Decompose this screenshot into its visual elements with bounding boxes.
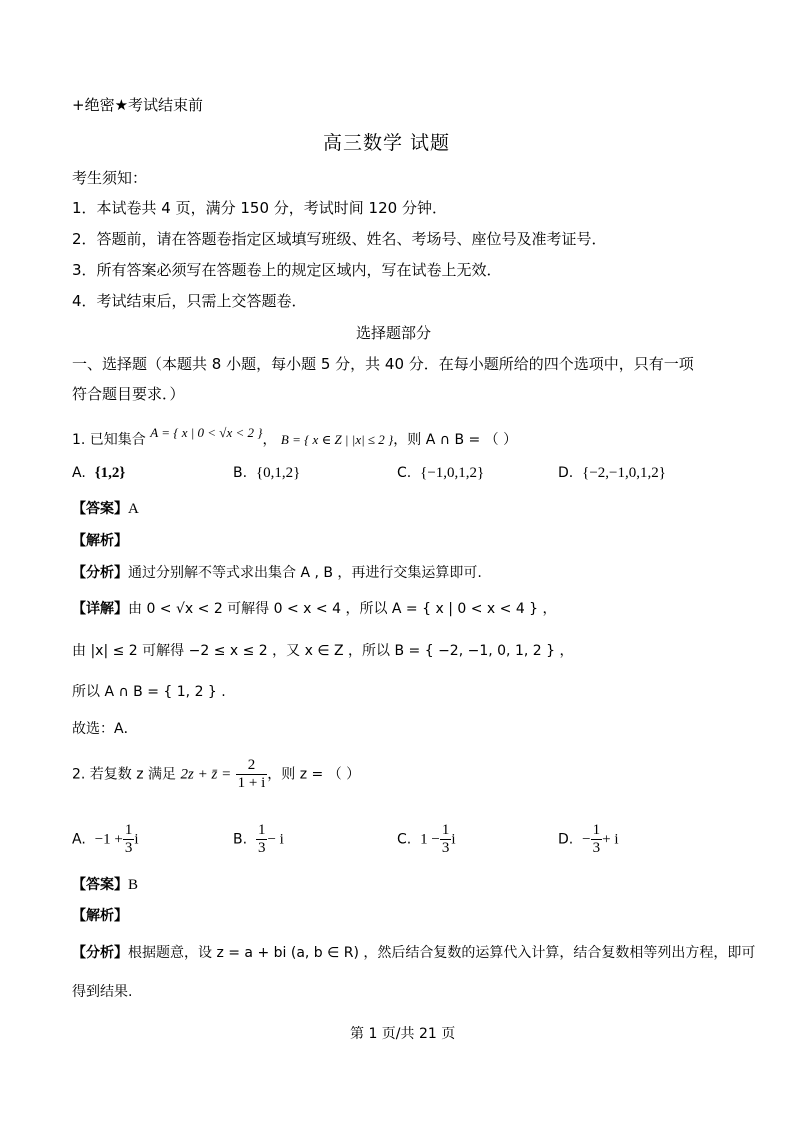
option-post: + i [602,831,619,848]
page-number: 第 1 页/共 21 页 [350,1026,456,1042]
detail-line: 所以 A ∩ B = { 1, 2 } . [72,684,226,700]
option-d [558,463,666,483]
fraction-numerator: 1 [592,822,601,838]
option-value: {−1,0,1,2} [420,465,485,481]
option-b [233,822,284,857]
option-c [397,463,484,483]
option-post: i [134,831,139,848]
option-label: B. [233,465,248,481]
option-label: A. [72,465,86,481]
option-d [558,822,619,857]
option-a [72,822,139,857]
option-b [233,463,300,483]
fraction-denominator: 3 [592,840,601,856]
detail-line [72,599,557,619]
fraction-numerator: 2 [236,757,268,775]
option-c [397,822,456,857]
set-a-definition: A = { x | 0 < √x < 2 } [150,425,263,440]
answer-tag: 【答案】 [72,501,128,517]
answer-tag: 【答案】 [72,877,128,893]
option-value: {1,2} [94,465,126,481]
question-1-stem [72,425,518,450]
section-title: 选择题部分 [356,324,432,342]
analysis-tag: 【解析】 [72,533,128,549]
fenxi-tag: 【分析】 [72,565,128,581]
fraction-numerator: 1 [257,822,266,838]
fraction-numerator: 1 [124,822,133,838]
option-pre: 1 − [420,831,440,848]
option-pre: − [582,831,591,848]
option-post: i [451,831,456,848]
conclusion: 故选：A． [72,721,138,737]
option-a [72,463,125,483]
analysis-line [72,943,755,963]
option-label: C. [397,831,412,848]
notice-item: 1．本试卷共 4 页，满分 150 分，考试时间 120 分钟． [72,199,447,217]
option-fraction [591,822,603,857]
question-1-ask: ，则 A ∩ B = （ ） [393,432,518,448]
section-instruction: 符合题目要求．） [72,385,185,403]
option-fraction [123,822,135,857]
section-instruction: 一、选择题（本题共 8 小题，每小题 5 分，共 40 分．在每小题所给的四个选项中，只有一项 [72,355,694,373]
option-fraction [440,822,452,857]
option-value: {0,1,2} [255,465,301,481]
analysis-line [72,563,482,583]
option-pre: −1 + [94,831,123,848]
option-label: C. [397,465,412,481]
question-2-prefix: 2. 若复数 z 满足 [72,766,177,783]
fraction-denominator: 3 [124,840,133,856]
fraction-denominator: 3 [441,840,450,856]
question-2-stem [72,757,360,792]
detail-text: 由 0 < √x < 2 可解得 0 < x < 4 ，所以 A = { x | 0 < x < 4 } ， [128,601,557,617]
analysis-tag: 【解析】 [72,908,128,924]
option-label: A. [72,831,86,848]
notice-heading: 考生须知： [72,169,148,187]
equation-fraction [236,757,268,792]
notice-item: 2．答题前，请在答题卷指定区域填写班级、姓名、考场号、座位号及准考证号． [72,230,607,248]
equation-left: 2z + z̄ = [180,766,232,783]
option-label: B. [233,831,248,848]
question-1-prefix: 1. 已知集合 [72,432,146,448]
page-title: 高三数学 试题 [323,132,451,154]
fraction-numerator: 1 [441,822,450,838]
fenxi-tag: 【分析】 [72,945,128,961]
analysis-line: 得到结果. [72,984,133,1000]
answer-line [72,499,139,519]
question-2-ask: ，则 z = （ ） [267,766,361,783]
detail-line: 由 |x| ≤ 2 可解得 −2 ≤ x ≤ 2 ，又 x ∈ Z ，所以 B = { −2, −1, 0, 1, 2 } ， [72,643,574,659]
answer-line [72,875,138,895]
comma: ， [262,432,277,448]
fraction-denominator: 3 [257,840,266,856]
fenxi-text: 根据题意，设 z = a + bi (a, b ∈ R) ，然后结合复数的运算代入计算，结合复数相等列出方程，即可 [128,945,756,961]
detail-tag: 【详解】 [72,601,128,617]
notice-item: 3．所有答案必须写在答题卷上的规定区域内，写在试卷上无效． [72,261,502,279]
option-label: D. [558,831,574,848]
notice-item: 4．考试结束后，只需上交答题卷． [72,292,307,310]
fenxi-text: 通过分别解不等式求出集合 A , B ，再进行交集运算即可. [128,565,482,581]
confidential-mark: +绝密★考试结束前 [72,96,204,114]
option-post: − i [267,831,284,848]
option-value: {−2,−1,0,1,2} [582,465,666,481]
fraction-denominator: 1 + i [237,775,266,791]
set-b-definition: B = { x ∈ Z | |x| ≤ 2 } [280,432,394,447]
answer-value: B [128,877,139,893]
option-label: D. [558,465,574,481]
option-fraction [256,822,268,857]
answer-value: A [128,501,139,517]
